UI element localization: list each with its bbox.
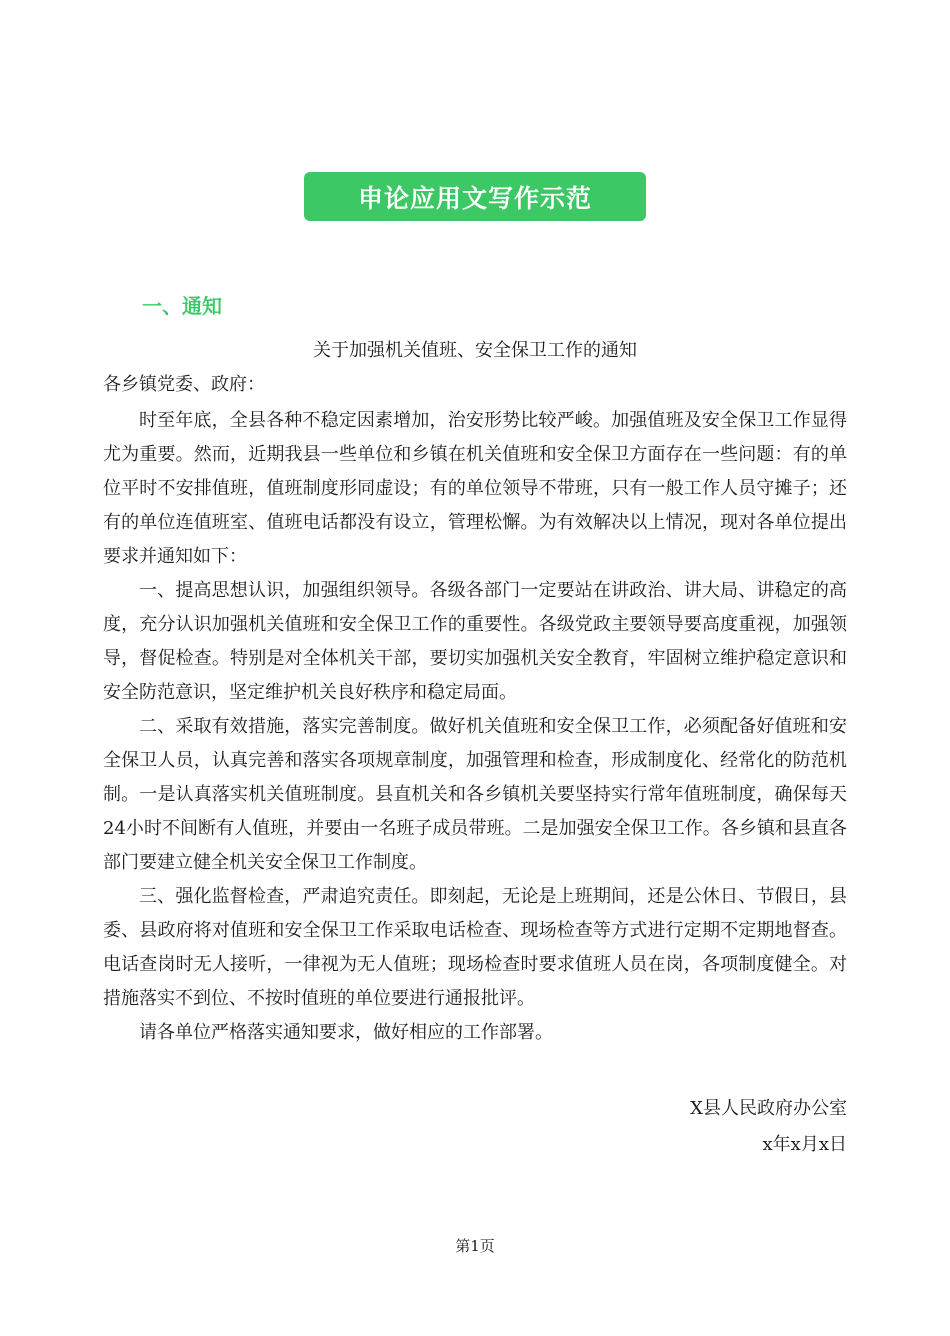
title-banner bbox=[304, 172, 646, 221]
banner-title: 申论应用文写作示范 bbox=[357, 183, 592, 213]
notice-title: 关于加强机关值班、安全保卫工作的通知 bbox=[313, 340, 637, 361]
notice-salutation: 各乡镇党委、政府： bbox=[103, 374, 265, 395]
paragraph-point-2: 二、采取有效措施，落实完善制度。做好机关值班和安全保卫工作，必须配备好值班和安全保卫人员，认真完善和落实各项规章制度，加强管理和检查，形成制度化、经常化的防范机制。一是认真落实机关值班制度。县直机关和各乡镇机关要坚持实行常年值班制度，确保每天24小时不间断有人值班，并要由一名班子成员带班。二是加强安全保卫工作。各乡镇和县直各部门要建立健全机关安全保卫工作制度。 bbox=[103, 716, 847, 873]
paragraph-point-1: 一、提高思想认识，加强组织领导。各级各部门一定要站在讲政治、讲大局、讲稳定的高度，充分认识加强机关值班和安全保卫工作的重要性。各级党政主要领导要高度重视，加强领导，督促检查。特别是对全体机关干部，要切实加强机关安全教育，牢固树立维护稳定意识和安全防范意识，坚定维护机关良好秩序和稳定局面。 bbox=[103, 580, 847, 703]
page-number: 第1页 bbox=[455, 1237, 495, 1255]
paragraph-point-3: 三、强化监督检查，严肃追究责任。即刻起，无论是上班期间，还是公休日、节假日，县委、县政府将对值班和安全保卫工作采取电话检查、现场检查等方式进行定期不定期地督查。电话查岗时无人接听，一律视为无人值班；现场检查时要求值班人员在岗，各项制度健全。对措施落实不到位、不按时值班的单位要进行通报批评。 bbox=[103, 886, 847, 1009]
signature-org: X县人民政府办公室 bbox=[690, 1098, 847, 1119]
paragraph-closing: 请各单位严格落实通知要求，做好相应的工作部署。 bbox=[139, 1022, 553, 1043]
section-heading: 一、通知 bbox=[142, 294, 222, 318]
signature-date: x年x月x日 bbox=[762, 1134, 847, 1155]
notice-body bbox=[103, 404, 847, 1050]
paragraph-intro: 时至年底，全县各种不稳定因素增加，治安形势比较严峻。加强值班及安全保卫工作显得尤为重要。然而，近期我县一些单位和乡镇在机关值班和安全保卫方面存在一些问题：有的单位平时不安排值班，值班制度形同虚设；有的单位领导不带班，只有一般工作人员守摊子；还有的单位连值班室、值班电话都没有设立，管理松懈。为有效解决以上情况，现对各单位提出要求并通知如下： bbox=[103, 410, 847, 567]
